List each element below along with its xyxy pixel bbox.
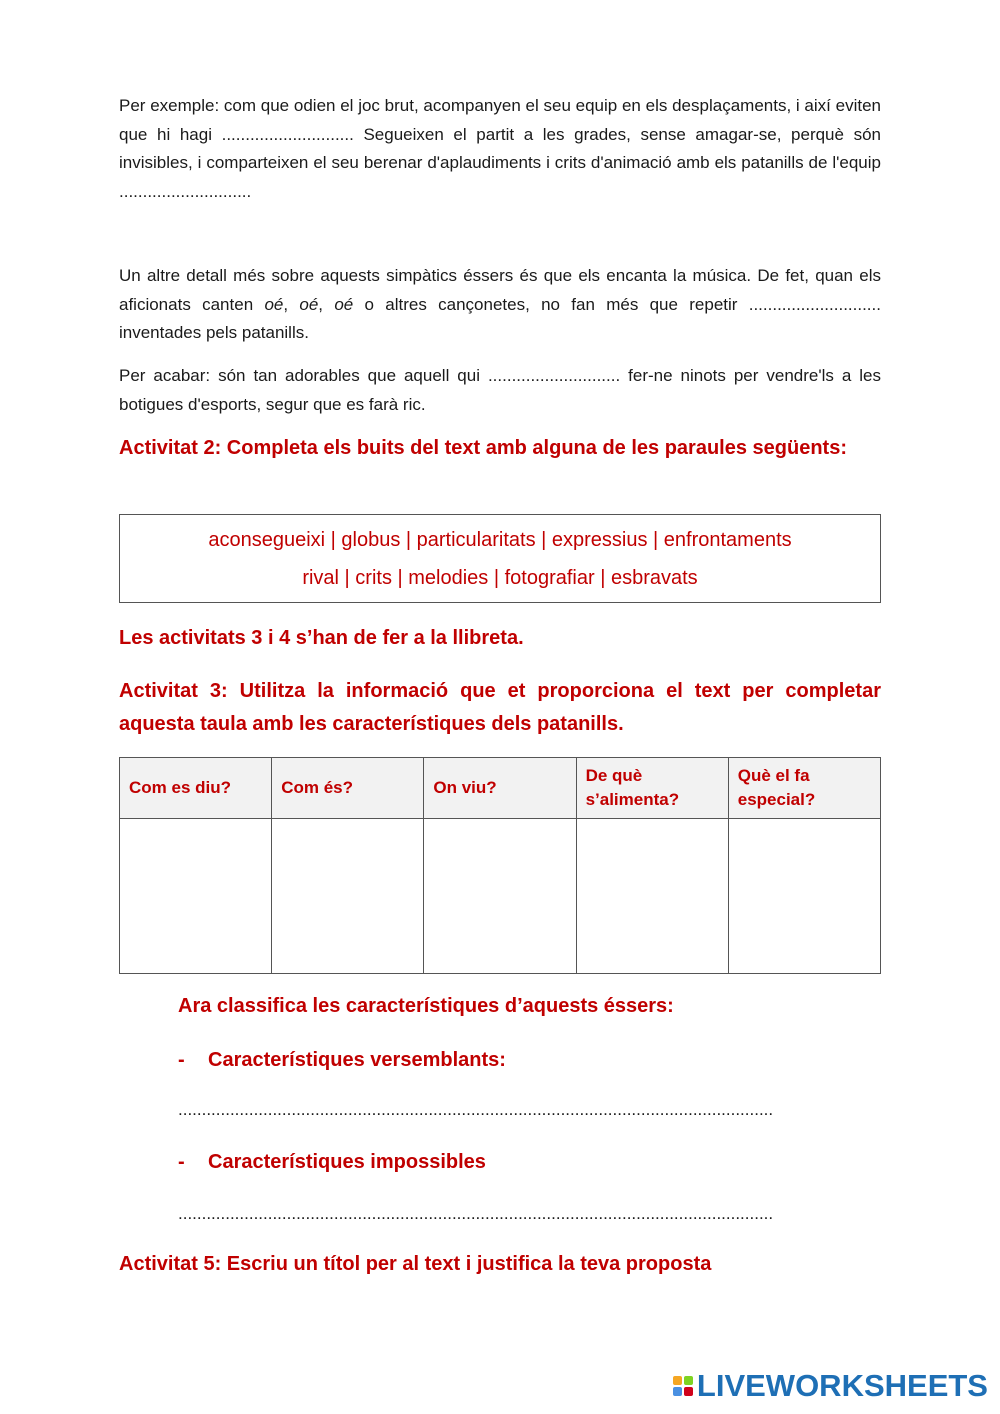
separator: , [318,294,335,314]
table-answer-row [120,819,881,974]
answer-cell-appearance[interactable] [272,819,424,974]
logo-square [684,1387,693,1396]
header-appearance: Com és? [272,758,424,819]
activity-3-heading: Activitat 3: Utilitza la informació que et proporciona el text per completar aquesta taula amb les característiques dels patanills. [119,680,881,735]
answer-cell-habitat[interactable] [424,819,576,974]
logo-square [673,1387,682,1396]
word-bank-line-2: rival | crits | melodies | fotografiar | esbravats [302,567,698,589]
impossible-label: Característiques impossibles [208,1151,486,1173]
paragraph-3: Per acabar: són tan adorables que aquell qui ............................ fer-ne ninots per vendre'ls a les botigues d'esports, segur que es farà ric. [119,366,881,414]
bullet-dash: - [178,1151,185,1173]
plausible-item [178,1044,881,1077]
header-name: Com es diu? [120,758,272,819]
plausible-label: Característiques versemblants: [208,1049,506,1071]
bullet-dash: - [178,1049,185,1071]
paragraph-2-text-b: o altres cançonetes, no fan més que repetir ............................ inventades pels patanills. [119,294,881,342]
chant-oe-3: oé [334,294,354,314]
answer-cell-name[interactable] [120,819,272,974]
chant-oe-2: oé [299,294,319,314]
logo-text: LIVEWORKSHEETS [696,1368,988,1403]
word-bank-box [119,514,881,603]
characteristics-table [119,757,881,974]
activity-2-heading: Activitat 2: Completa els buits del text amb alguna de les paraules següents: [119,437,847,459]
impossible-answer-line[interactable]: .............................................................................................................................. [178,1204,774,1223]
chant-oe-1: oé [264,294,284,314]
logo-square [673,1376,682,1385]
paragraph-2-text-a: Un altre detall més sobre aquests simpàtics éssers és que els encanta la música. De fet, quan els aficionats canten [119,266,881,314]
plausible-answer-line[interactable]: .............................................................................................................................. [178,1100,774,1119]
separator: , [283,294,300,314]
notebook-note: Les activitats 3 i 4 s’han de fer a la llibreta. [119,627,524,649]
table-header-row [120,758,881,819]
header-habitat: On viu? [424,758,576,819]
header-food: De què s’alimenta? [576,758,728,819]
answer-cell-special[interactable] [728,819,880,974]
paragraph-2 [119,262,881,348]
answer-cell-food[interactable] [576,819,728,974]
impossible-item [178,1146,881,1179]
liveworksheets-logo [673,1366,988,1406]
header-special: Què el fa especial? [728,758,880,819]
classify-heading: Ara classifica les característiques d’aquests éssers: [178,995,674,1017]
logo-square [684,1376,693,1385]
word-bank-line-1: aconsegueixi | globus | particularitats | expressius | enfrontaments [208,529,792,551]
logo-grid-icon [673,1376,693,1396]
paragraph-1: Per exemple: com que odien el joc brut, acompanyen el seu equip en els desplaçaments, i així eviten que hi hagi ............................ Segueixen el partit a les grades, sense amagar-se, perquè són invisibles, i comparteixen el seu berenar d'aplaudiments i crits d'animació amb els patanills de l'equip ............................ [119,96,881,201]
activity-5-heading: Activitat 5: Escriu un títol per al text i justifica la teva proposta [119,1253,712,1275]
